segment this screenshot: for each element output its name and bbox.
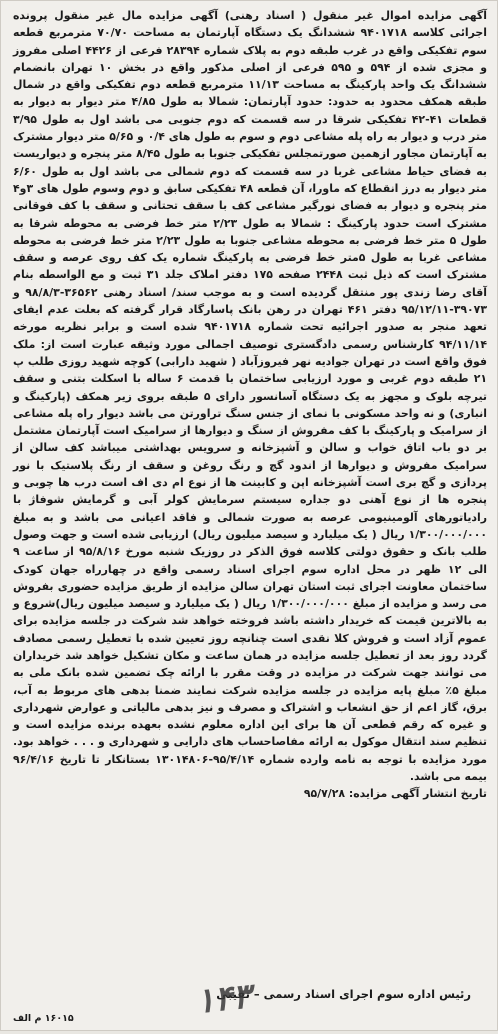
signature-line: رئیس اداره سوم اجرای اسناد رسمی – نقیبی xyxy=(216,987,471,1001)
stamp-number: ۱۴۳ xyxy=(194,976,253,1022)
notice-footer xyxy=(9,976,489,1027)
handwritten-stamp xyxy=(159,976,289,1027)
notice-publish-date: تاریخ انتشار آگهی مزایده: ۹۵/۷/۲۸ xyxy=(303,787,487,801)
auction-notice-body xyxy=(13,7,487,803)
notice-reference: ۱۶۰۱۵ م الف xyxy=(13,1013,74,1024)
notice-paragraph-main: آگهی مزایده اموال غیر منقول ( اسناد رهنی) آگهی مزایده مال غیر منقول پرونده اجرائی کلاسه ۹۴۰۱۷۱۸ ششدانگ یک دستگاه آپارتمان به مساحت ۷۰/۷۰ مترمربع قطعه سوم تفکیکی واقع در غرب طبقه دوم به پلاک شماره ۲۸۳۹۴ فرعی از ۴۴۲۶ اصلی مفروز و مجزی شده از ۵۹۴ و ۵۹۵ فرعی از اصلی مذکور واقع در بخش ۱۰ تهران بانضمام ششدانگ یک واحد پارکینگ به مساحت ۱۱/۱۳ مترمربع قطعه دوم تفکیکی واقع در شمال طبقه همکف محدود به حدود: حدود آپارتمان: شمالا به طول ۴/۸۵ متر دیوار به دیوار به قطعات ۴۱-۴۲ تفکیکی شرقا در سه قسمت که دوم جنوبی می باشد اول به طول ۳/۹۵ متر درب و دیوار به راه پله مشاعی دوم و سوم به طول های ۰/۴ و ۵/۶۵ متر دیوار مشترک به آپارتمان مجاور ازهمین صورتمجلس تفکیکی جنوبا به طول ۸/۴۵ متر پنجره و دیواریست به فضای حیاط مشاعی غربا در سه قسمت که دوم شمالی می باشد اول به طول ۶/۶۰ متر دیوار به درز انقطاع که ماورا، آن قطعه ۴۸ تفکیکی سابق و دوم وسوم طول های ۳و۴ متر پنجره و دیوار به فضای نورگیر مشاعی کف با سقف تحتانی و سقف با کف فوقانی مشترک است حدود پارکینگ : شمالا به طول ۲/۲۳ متر خط فرضی به محوطه شرقا به طول ۵ متر خط فرضی به محوطه مشاعی جنوبا به طول ۲/۲۳ متر خط فرضی به محوطه مشاعی غربا به طول ۵متر خط فرضی به پارکینگ شماره یک کف روی عرصه و سقف مشترک است که ذیل ثبت ۲۴۴۸ صفحه ۱۷۵ دفتر املاک جلد ۳۱ ثبت و مع الواسطه بنام آقای رضا زندی پور منتقل گردیده است و به موجب سند/ اسناد رهنی ۳۶۵۶۲-۹۸/۸/۳ و ۳۹۰۷۳-۹۵/۱۲/۱۱ دفتر ۴۶۱ تهران در رهن بانک پاسارگاد قرار گرفته که بعلت عدم ایفای تعهد منجر به صدور اجرائیه تحت شماره ۹۴۰۱۷۱۸ شده است و برابر نظریه مورخه ۹۴/۱۱/۱۴ کارشناس رسمی دادگستری توصیف اجمالی مورد وثیقه عبارت است از: ملک فوق واقع است در تهران جوادیه نهر فیروزآباد ( شهید دارابی) کوچه شهید روزی طلب پ ۲۱ طبقه دوم غربی و مورد ارزیابی ساختمان با قدمت ۶ ساله با اسکلت بتنی و سقف تیرچه بلوک و مجهز به یک دستگاه آسانسور دارای ۵ طبقه بروی زیر همکف (پارکینگ و انباری) و نه واحد مسکونی با نمای از جنس سنگ تراورتن می باشد دیوار راه پله مشاعی از سرامیک و پارکینگ با کف مفروش از سنگ و دیوارها از سرامیک است آپارتمان مشتمل بر دو باب اتاق خواب و سالن و آشپزخانه و سرویس بهداشتی میباشد کف سالن از سرامیک مفروش و دیوارها از اندود گچ و رنگ روغن و سقف از رنگ پلاستیک با نور پردازی و گچ بری است آشپزخانه اپن و کابینت ها از نوع ام دی اف است درب ها چوبی و پنجره ها از نوع آهنی دو جداره سیستم سرمایش کولر آبی و گرمایش شوفاژ با رادیاتورهای آلومینیومی عرصه به صورت شمالی و فاقد اعیانی می باشد و به مبلغ ۱/۳۰۰/۰۰۰/۰۰۰ ریال ( یک میلیارد و سیصد میلیون ریال) ارزیابی شده است و جهت وصول طلب بانک و حقوق دولتی کلاسه فوق الذکر در روزیک شنبه مورخ ۹۵/۸/۱۶ از ساعت ۹ الی ۱۲ ظهر در محل اداره سوم اجرای اسناد رسمی واقع در چهارراه جهان کودک ساختمان معاونت اجرای ثبت استان تهران سالن مزایده از طریق مزایده حضوری بفروش می رسد و مزایده از مبلغ ۱/۳۰۰/۰۰۰/۰۰۰ ریال ( یک میلیارد و سیصد میلیون ریال)شروع و به بالاترین قیمت که خریدار داشته باشد فروخته خواهد شد شرکت در جلسه مزایده برای عموم آزاد است و فروش کلا نقدی است چنانچه روز تعیین شده با تعطیل رسمی مصادف گردد روز بعد از تعطیل جلسه مزایده در همان ساعت و مکان تشکیل خواهد شد خریداران می توانند جهت شرکت در مزایده در وقت مقرر با ارائه چک تضمین شده بانک ملی به مبلغ ۵٪ مبلغ پایه مزایده در جلسه مزایده شرکت نمایند ضمنا بدهی های مربوط به آب، برق، گاز اعم از حق انشعاب و اشتراک و مصرف و نیز بدهی مالیاتی و عوارض شهرداری و غیره که رقم قطعی آن ها برای این اداره معلوم نشده بعهده برنده مزایده است و تنظیم سند انتقال موکول به ارائه مفاصاحساب های دارایی و شهرداری و . . . خواهد بود. مورد مزایده با توجه به نامه وارده شماره ۹۵/۴/۱۴-۱۳۰۱۴۸۰۶ بستانکار تا تاریخ ۹۶/۴/۱۶ بیمه می باشد. xyxy=(13,9,488,784)
